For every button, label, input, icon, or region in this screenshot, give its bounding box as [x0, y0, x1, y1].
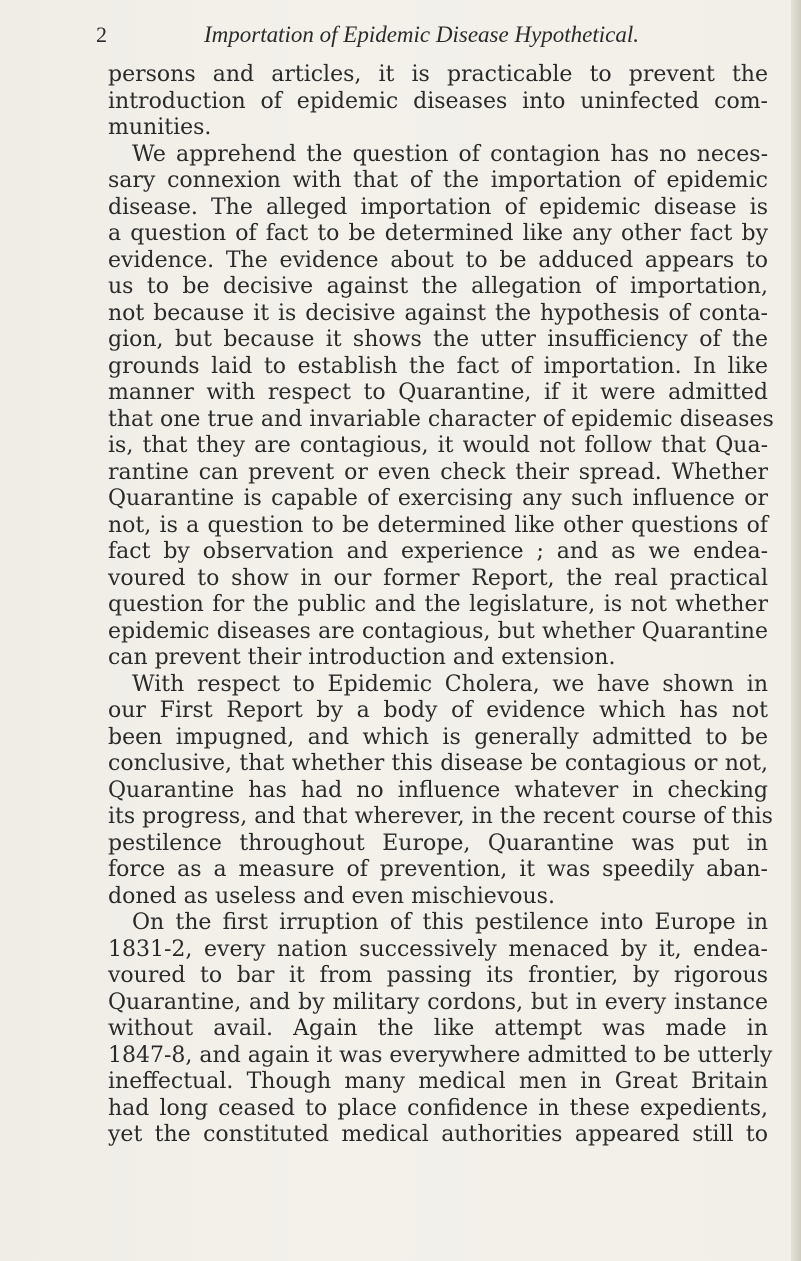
running-head: Importation of Epidemic Disease Hypothetical. — [204, 22, 640, 47]
text-line: our First Report by a body of evidence which has not — [108, 698, 768, 723]
text-line: its progress, and that wherever, in the recent course of this — [108, 804, 773, 829]
text-line: On the first irruption of this pestilence into Europe in — [132, 910, 768, 935]
text-line: disease. The alleged importation of epidemic disease is — [108, 194, 768, 220]
text-line: force as a measure of prevention, it was speedily aban- — [108, 857, 768, 882]
text-line: us to be decisive against the allegation of importation, — [108, 274, 768, 299]
text-line: without avail. Again the like attempt was made in — [108, 1016, 768, 1041]
text-line: voured to bar it from passing its frontier, by rigorous — [108, 963, 768, 988]
text-line: conclusive, that whether this disease be contagious or not, — [108, 751, 768, 776]
page-edge — [791, 0, 801, 1261]
text-line: ineffectual. Though many medical men in Great Britain — [108, 1069, 768, 1094]
text-line: introduction of epidemic diseases into uninfected com- — [108, 88, 768, 114]
text-line: doned as useless and even mischievous. — [108, 883, 555, 909]
text-line: not, is a question to be determined like other questions of — [108, 512, 768, 538]
text-line: With respect to Epidemic Cholera, we have shown in — [132, 671, 768, 697]
text-line: been impugned, and which is generally admitted to be — [108, 724, 768, 750]
text-line: not because it is decisive against the hypothesis of conta- — [108, 300, 768, 326]
text-line: rantine can prevent or even check their spread. Whether — [108, 459, 768, 485]
text-line: Quarantine has had no influence whatever in checking — [108, 777, 768, 803]
text-line: We apprehend the question of contagion has no neces- — [132, 141, 768, 167]
text-line: 1831-2, every nation successively menaced by it, endea- — [108, 936, 768, 962]
text-line: Quarantine is capable of exercising any such influence or — [108, 486, 768, 511]
text-line: Quarantine, and by military cordons, but in every instance — [108, 989, 768, 1015]
text-line: that one true and invariable character of epidemic diseases — [108, 406, 774, 432]
text-line: sary connexion with that of the importation of epidemic — [108, 168, 768, 193]
text-line: 1847-8, and again it was everywhere admitted to be utterly — [108, 1042, 773, 1068]
page-header — [96, 22, 789, 62]
text-line: question for the public and the legislature, is not whether — [108, 592, 768, 617]
text-line: evidence. The evidence about to be adduced appears to — [108, 247, 768, 273]
text-line: is, that they are contagious, it would not follow that Qua- — [108, 433, 768, 458]
text-line: manner with respect to Quarantine, if it were admitted — [108, 380, 768, 405]
text-line: had long ceased to place confidence in these expedients, — [108, 1095, 768, 1121]
text-line: a question of fact to be determined like any other fact by — [108, 221, 768, 246]
text-line: fact by observation and experience ; and as we endea- — [108, 539, 768, 564]
text-line: grounds laid to establish the fact of importation. In like — [108, 353, 768, 379]
text-line: yet the constituted medical authorities appeared still to — [108, 1122, 768, 1147]
text-line: munities. — [108, 115, 212, 140]
text-line: voured to show in our former Report, the real practical — [108, 565, 768, 591]
text-line: gion, but because it shows the utter insufficiency of the — [108, 327, 768, 352]
body-text — [108, 62, 774, 1149]
text-line: epidemic diseases are contagious, but whether Quarantine — [108, 618, 768, 644]
text-line: persons and articles, it is practicable to prevent the — [108, 62, 768, 87]
text-line: pestilence throughout Europe, Quarantine was put in — [108, 830, 768, 856]
text-line: can prevent their introduction and extension. — [108, 645, 616, 670]
page-number: 2 — [96, 22, 107, 47]
